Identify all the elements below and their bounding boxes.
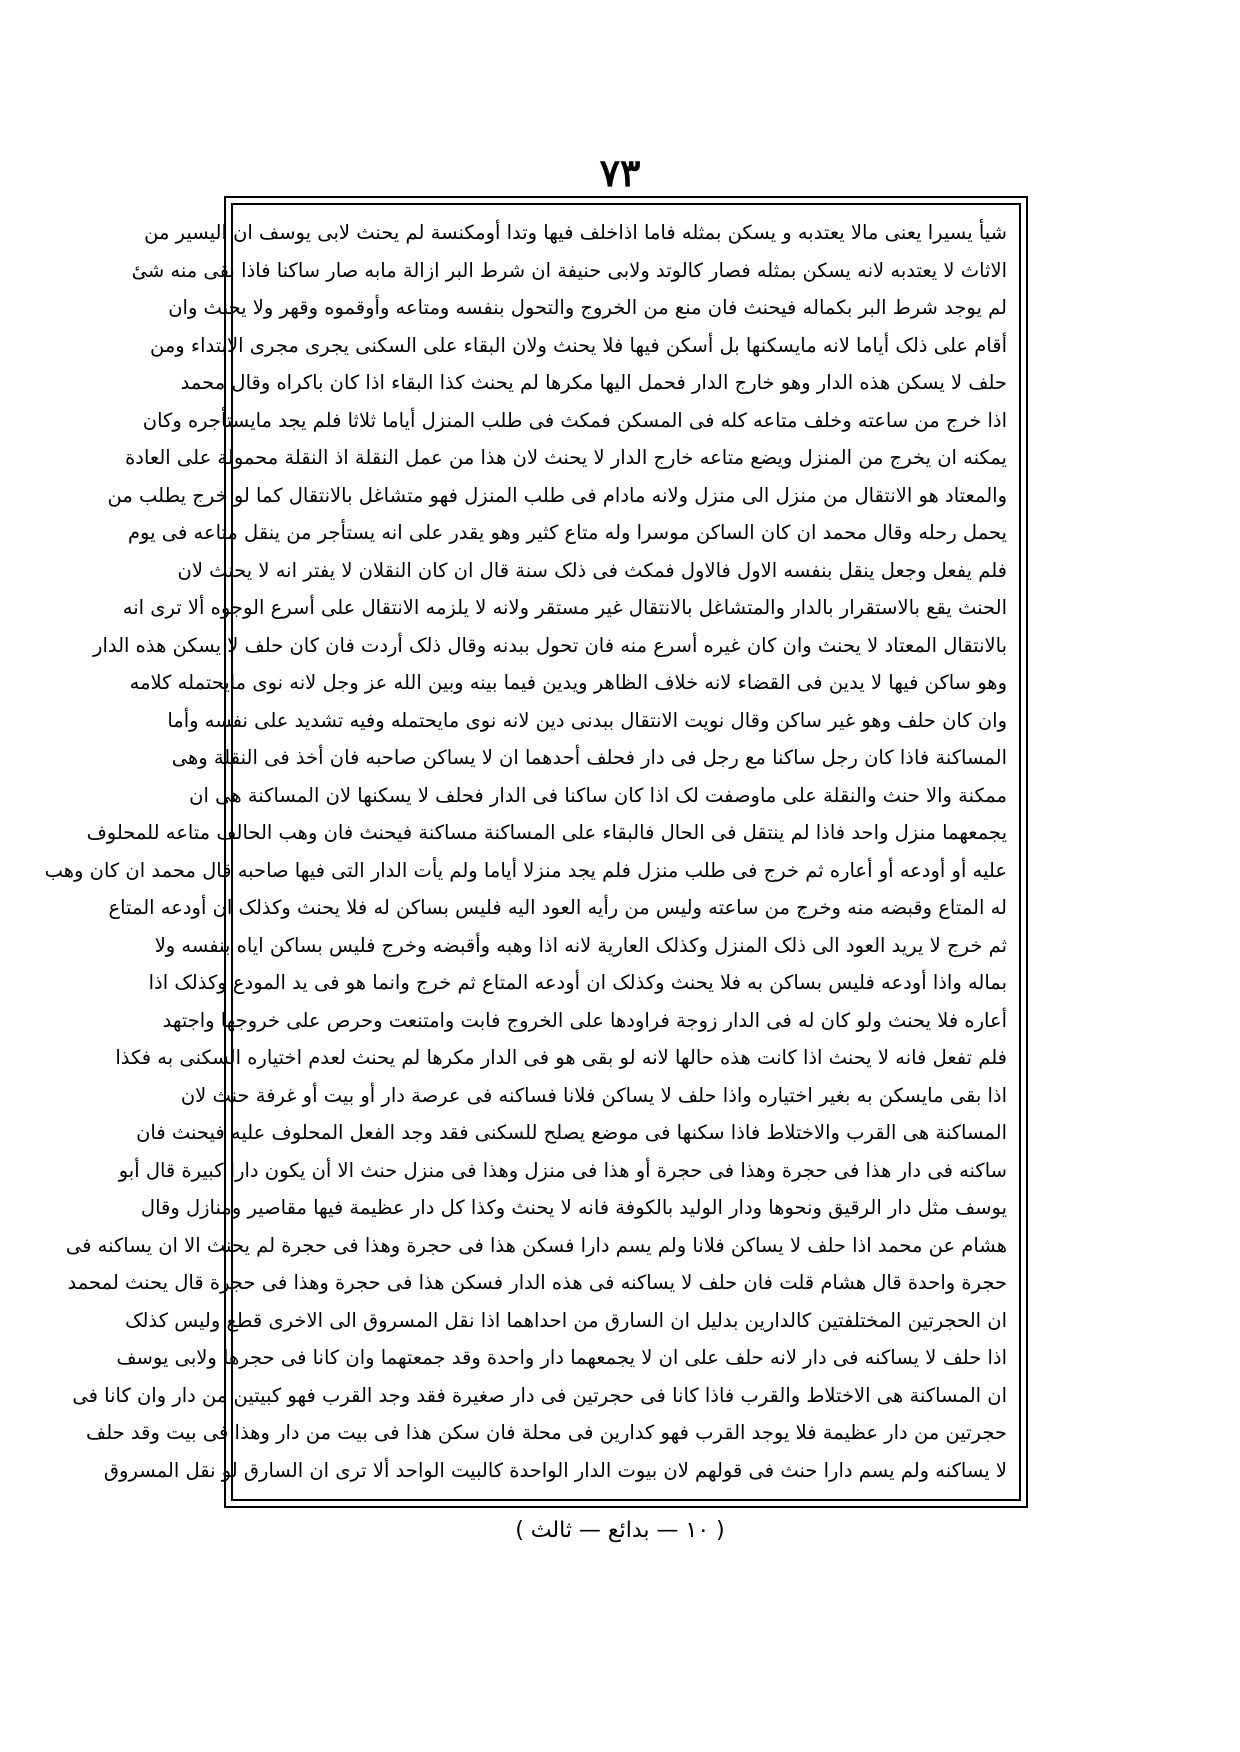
text-line: أقام علی ذلک أیاما لانه مایسکنها بل أسکن فیها فلا یحنث ولان البقاء علی السکنی یجری مجری الابتداء ومن	[150, 333, 1007, 357]
text-frame-inner-border	[44, 203, 1021, 1501]
text-line: علیه أو أودعه أو أعاره ثم خرج فی طلب منزل فلم یجد منزلا أیاما ولم یأت الدار التی فیها صاحبه قال محمد ان کان وهب	[44, 858, 1007, 882]
text-line: ساکنه فی دار هذا فی حجرة وهذا فی حجرة أو هذا فی منزل وهذا فی منزل حنث الا أن یکون دارا کبیرة قال أبو	[118, 1158, 1007, 1182]
text-line: حجرتین من دار عظیمة فلا یوجد القرب فهو کدارین فی محلة فان سکن هذا فی بیت من دار وهذا فی بیت وقد حلف	[86, 1421, 1007, 1444]
text-line: ان الحجرتین المختلفتین کالدارین بدلیل ان السارق من احداهما اذا نقل المسروق الی الاخری قطع ولیس کذلک	[125, 1308, 1007, 1332]
text-line: لا یساکنه ولم یسم دارا حنث فی قولهم لان بیوت الدار الواحدة کالبیت الواحد ألا تری ان السارق لو نقل المسروق	[103, 1458, 1007, 1482]
text-line: اذا بقی مایسکن به بغیر اختیاره واذا حلف لا یساکن فلانا فساکنه فی عرصة دار أو بیت أو غرفة حنث لان	[180, 1083, 1007, 1107]
text-line: الاثاث لا یعتدبه لانه یسکن بمثله فصار کالوتد ولابی حنیفة ان شرط البر ازالة مابه صار ساکنا فاذا بقی منه شیٔ	[131, 258, 1007, 282]
page-number: ۷۳	[599, 150, 641, 195]
text-line: ان المساکنة هی الاختلاط والقرب فاذا کانا فی حجرتین فی دار صغیرة فقد وجد القرب فهو کبیتین من دار وان کانا فی	[72, 1383, 1007, 1407]
text-line: والمعتاد هو الانتقال من منزل الی منزل ولانه مادام فی طلب المنزل فهو متشاغل بالانتقال کما لو خرج یطلب من	[107, 483, 1007, 507]
main-text	[44, 215, 1007, 1489]
text-line: فلم تفعل فانه لا یحنث اذا کانت هذه حالها لانه لو بقی هو فی الدار مکرها لم یحنث لعدم اختیاره السکنی به فکذا	[115, 1046, 1007, 1069]
text-line: وان کان حلف وهو غیر ساکن وقال نویت الانتقال ببدنی دین لانه نوی مایحتمله وفیه تشدید علی نفسه وأما	[167, 708, 1007, 732]
text-line: وهو ساکن فیها لا یدین فی القضاء لانه خلاف الظاهر ویدین فیما بینه وبین الله عز وجل لانه نوی مایحتمله کلامه	[129, 671, 1007, 694]
text-line: هشام عن محمد اذا حلف لا یساکن فلانا ولم یسم دارا فسکن هذا فی حجرة وهذا فی حجرة لم یحنث الا ان یساکنه فی	[65, 1233, 1007, 1257]
text-line: اذا خرج من ساعته وخلف متاعه کله فی المسکن فمکث فی طلب المنزل أیاما ثلاثا فلم یجد مایستأجره وکان	[142, 408, 1007, 432]
text-line: له المتاع وقبضه منه وخرج من ساعته ولیس من رأیه العود الیه فلیس بساکن له فلا یحنث وکذلک ان أودعه المتاع	[108, 896, 1007, 919]
text-line: شیأ یسیرا یعنی مالا یعتدبه و یسکن بمثله فاما اذاخلف فیها وتدا أومکنسة لم یحنث لابی یوسف ان الیسیر من	[144, 221, 1007, 244]
text-line: یمکنه ان یخرج من المنزل ویضع متاعه خارج الدار لا یحنث لان هذا من عمل النقلة اذ النقلة محمولة علی العادة	[125, 446, 1007, 469]
text-line: المساکنة هی القرب والاختلاط فاذا سکنها فی موضع یصلح للسکنی فقد وجد الفعل المحلوف علیه فیحنث فان	[136, 1121, 1007, 1144]
text-frame	[44, 196, 1028, 1508]
text-line: اذا حلف لا یساکنه فی دار لانه حلف علی ان لا یجمعهما دار واحدة وقد جمعتهما وان کانا فی حجرها ولابی یوسف	[116, 1346, 1007, 1369]
text-line: یجمعهما منزل واحد فاذا لم ینتقل فی الحال فالبقاء علی المساکنة مساکنة فیحنث فان وهب الحالف متاعه للمحلوف	[86, 821, 1007, 844]
text-line: یحمل رحله وقال محمد ان کان الساکن موسرا وله متاع کثیر وهو یقدر علی انه یستأجر من ینقل متاعه فی یوم	[127, 521, 1007, 544]
text-line: فلم یفعل وجعل ینقل بنفسه الاول فالاول فمکث فی ذلک سنة قال ان کان النقلان لا یفتر انه لا یحنث لان	[177, 558, 1007, 582]
text-line: المساکنة فاذا کان رجل ساکنا مع رجل فی دار فحلف أحدهما ان لا یساکن صاحبه فان أخذ فی النقلة وهی	[171, 746, 1007, 769]
text-line: بالانتقال المعتاد لا یحنث وان کان غیره أسرع منه فان تحول ببدنه وقال ذلک أردت فان کان حلف لا یسکن هذه الدار	[93, 633, 1007, 657]
text-line: بماله واذا أودعه فلیس بساکن به فلا یحنث وکذلک ان أودعه المتاع ثم خرج وانما هو فی ید المودع وکذلک اذا	[148, 971, 1007, 994]
text-line: ثم خرج لا یرید العود الی ذلک المنزل وکذلک العاریة لانه اذا وهبه وأقبضه وخرج فلیس بساکن ایاه بنفسه ولا	[154, 933, 1007, 957]
text-line: أعاره فلا یحنث ولو کان له فی الدار زوجة فراودها علی الخروج فابت وامتنعت وحرص علی خروجها واجتهد	[162, 1008, 1007, 1032]
signature-catchword: ( ۱۰ — بدائع — ثالث )	[515, 1518, 725, 1543]
text-line: حجرة واحدة قال هشام قلت فان حلف لا یساکنه فی هذه الدار فسکن هذا فی حجرة وهذا فی حجرة قال یحنث لمحمد	[67, 1271, 1007, 1294]
text-line: الحنث یقع بالاستقرار بالدار والمتشاغل بالانتقال غیر مستقر ولانه لا یلزمه الانتقال علی أسرع الوجوه ألا تری انه	[122, 596, 1007, 619]
text-line: حلف لا یسکن هذه الدار وهو خارج الدار فحمل الیها مکرها لم یحنث کذا البقاء اذا کان باکراه وقال محمد	[180, 371, 1007, 394]
text-line: لم یوجد شرط البر بکماله فیحنث فان منع من الخروج والتحول بنفسه ومتاعه وأوقموه وقهر ولا یحنث وان	[168, 296, 1007, 319]
text-line: یوسف مثل دار الرقیق ونحوها ودار الولید بالکوفة فانه لا یحنث وکذا کل دار عظیمة فیها مقاصیر ومنازل وقال	[140, 1196, 1007, 1219]
text-line: ممکنة والا حنث والنقلة علی ماوصفت لک اذا کان ساکنا فی الدار فحلف لا یسکنها لان المساکنة هی ان	[189, 783, 1007, 807]
